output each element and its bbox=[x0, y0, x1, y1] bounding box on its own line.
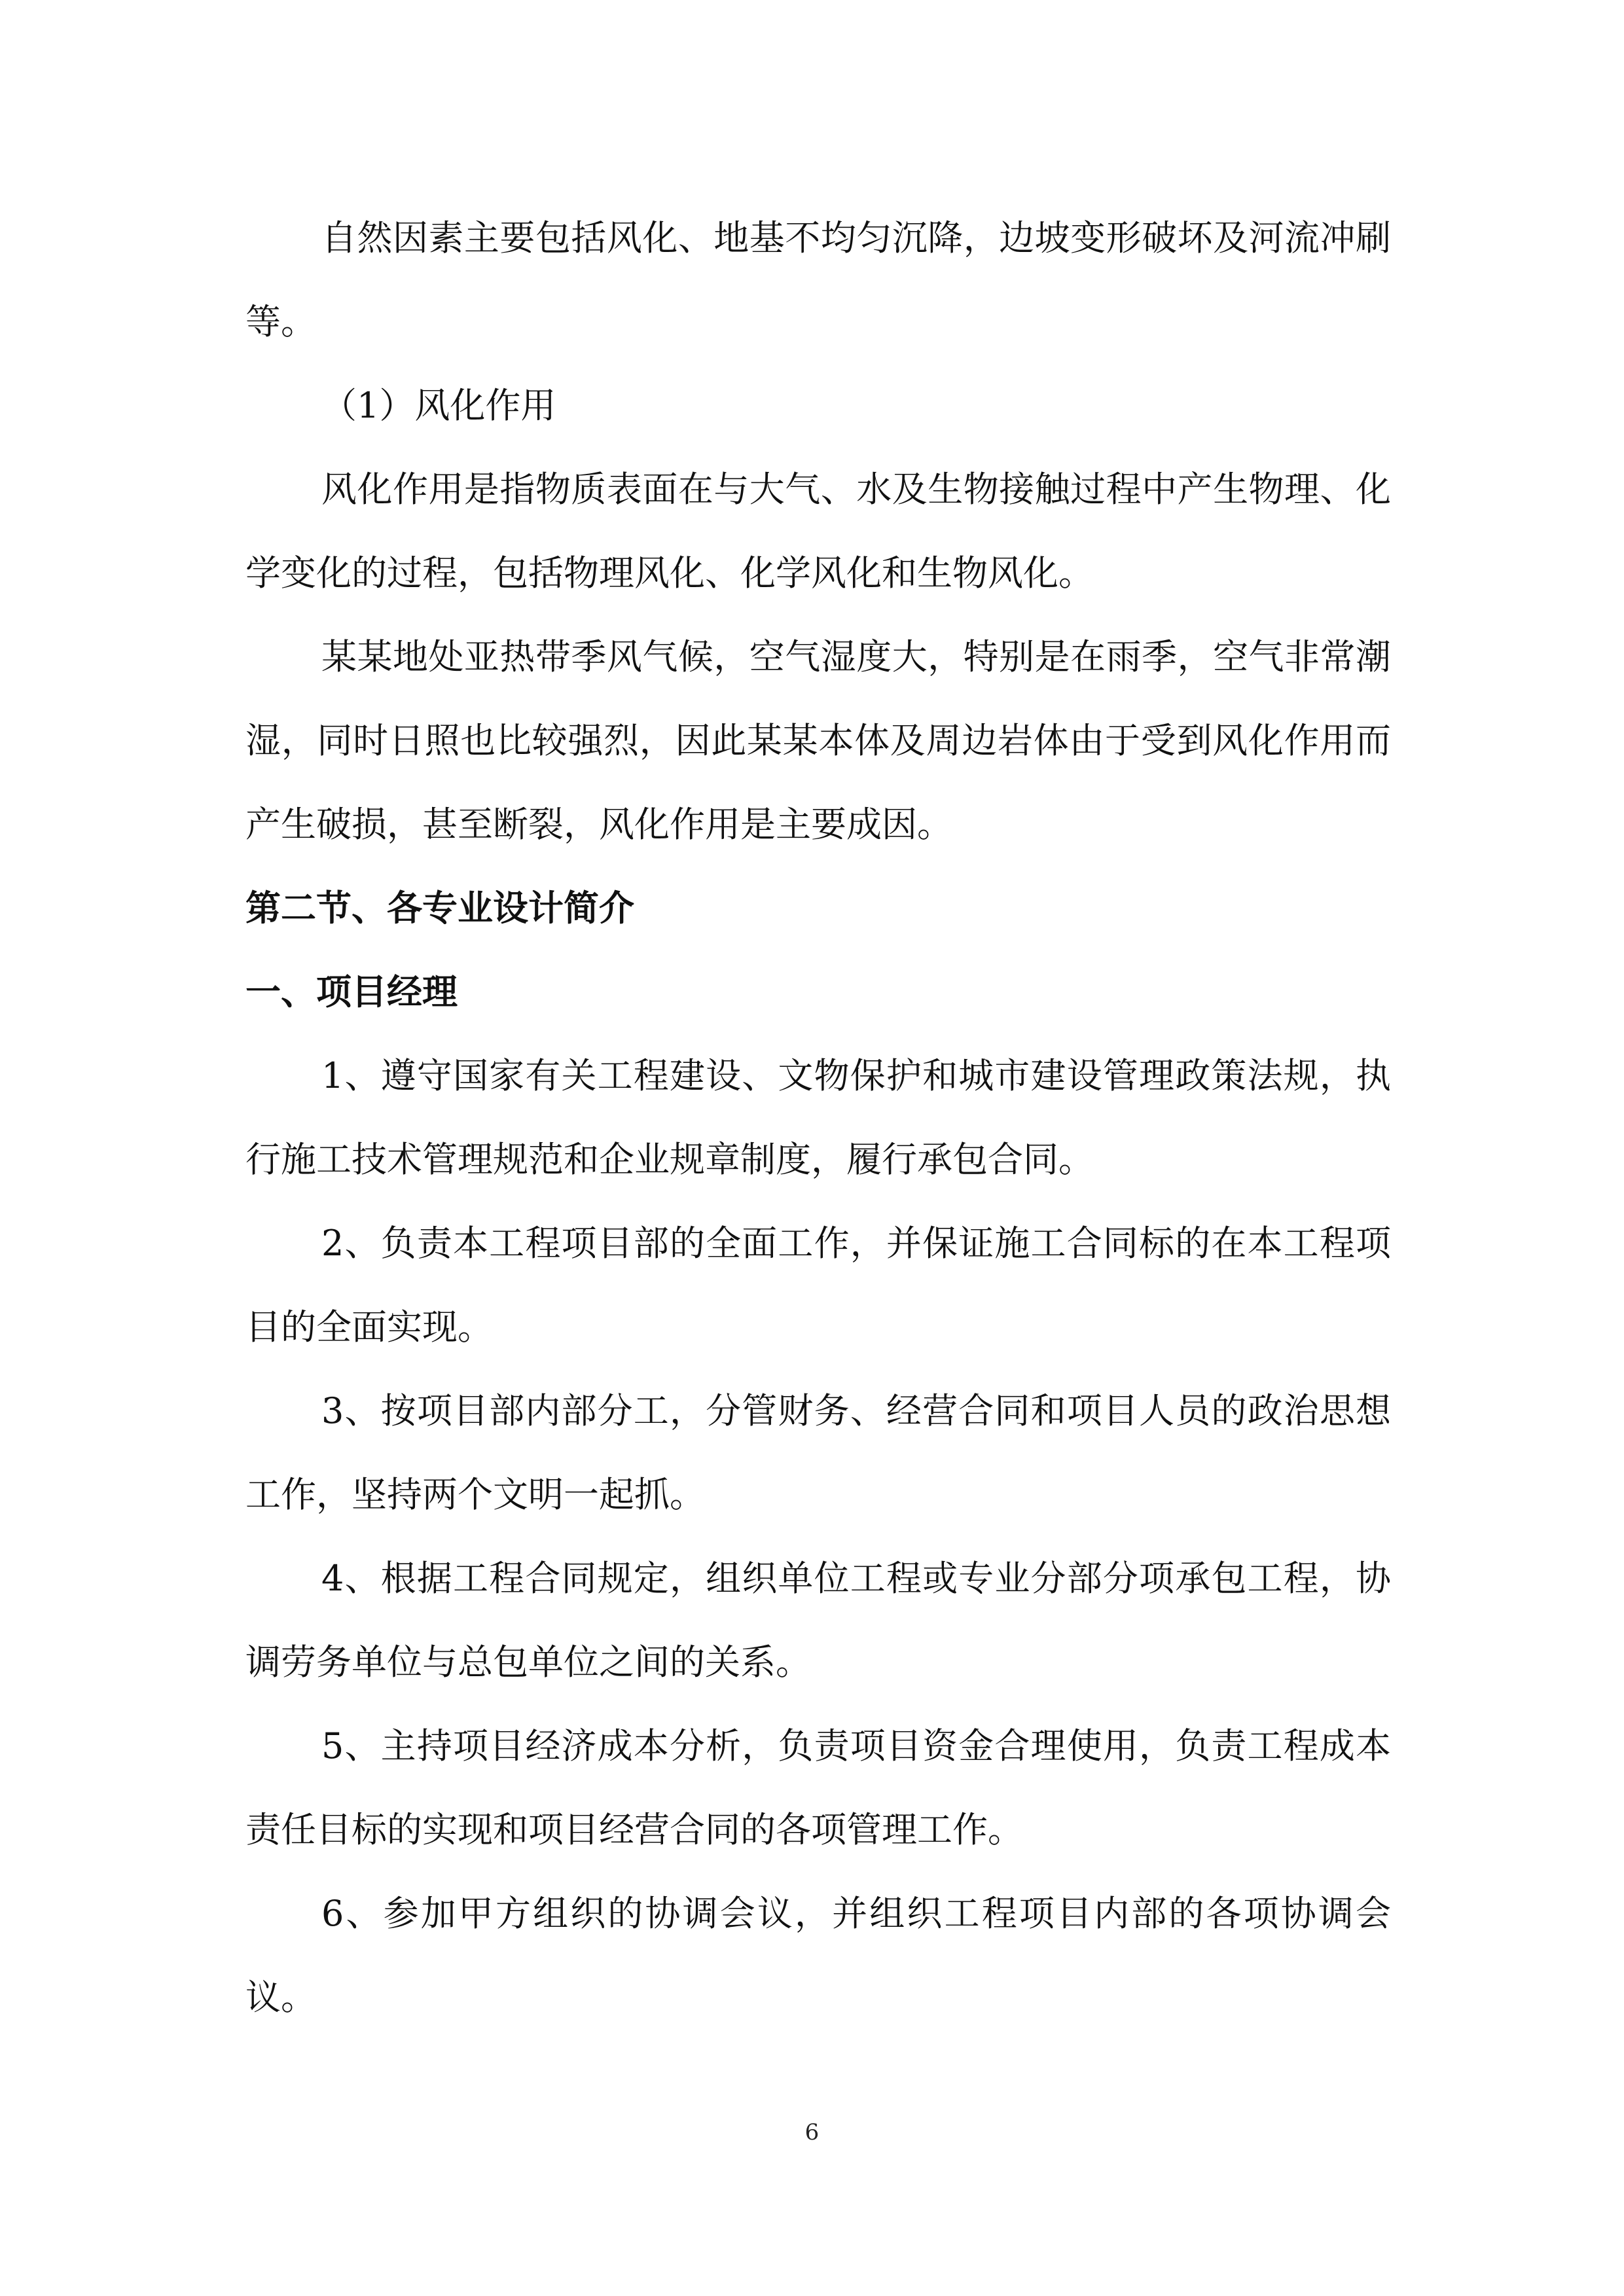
page-body bbox=[245, 196, 1391, 2039]
section-heading: 第二节、各专业设计简介 bbox=[245, 888, 634, 929]
page-number: 6 bbox=[804, 2119, 820, 2145]
duty-item: 1、遵守国家有关工程建设、文物保护和城市建设管理政策法规，执行施工技术管理规范和企业规章制度，履行承包合同。 bbox=[245, 1055, 1391, 1180]
paragraph-climate: 某某地处亚热带季风气候，空气湿度大，特别是在雨季，空气非常潮湿，同时日照也比较强烈，因此某某本体及周边岩体由于受到风化作用而产生破损，甚至断裂，风化作用是主要成因。 bbox=[245, 636, 1391, 845]
duty-item: 2、负责本工程项目部的全面工作，并保证施工合同标的在本工程项目的全面实现。 bbox=[245, 1223, 1391, 1348]
duty-item: 6、参加甲方组织的协调会议，并组织工程项目内部的各项协调会议。 bbox=[245, 1893, 1391, 2018]
duty-item: 5、主持项目经济成本分析，负责项目资金合理使用，负责工程成本责任目标的实现和项目经营合同的各项管理工作。 bbox=[245, 1725, 1391, 1850]
duty-item: 3、按项目部内部分工，分管财务、经营合同和项目人员的政治思想工作，坚持两个文明一起抓。 bbox=[245, 1390, 1391, 1515]
item-weathering-heading: （1）风化作用 bbox=[321, 385, 556, 426]
subsection-heading: 一、项目经理 bbox=[245, 971, 458, 1013]
paragraph-natural-factors: 自然因素主要包括风化、地基不均匀沉降，边坡变形破坏及河流冲刷等。 bbox=[245, 217, 1391, 342]
duty-item: 4、根据工程合同规定，组织单位工程或专业分部分项承包工程，协调劳务单位与总包单位之间的关系。 bbox=[245, 1558, 1391, 1683]
paragraph-weathering-definition: 风化作用是指物质表面在与大气、水及生物接触过程中产生物理、化学变化的过程，包括物理风化、化学风化和生物风化。 bbox=[245, 469, 1391, 594]
